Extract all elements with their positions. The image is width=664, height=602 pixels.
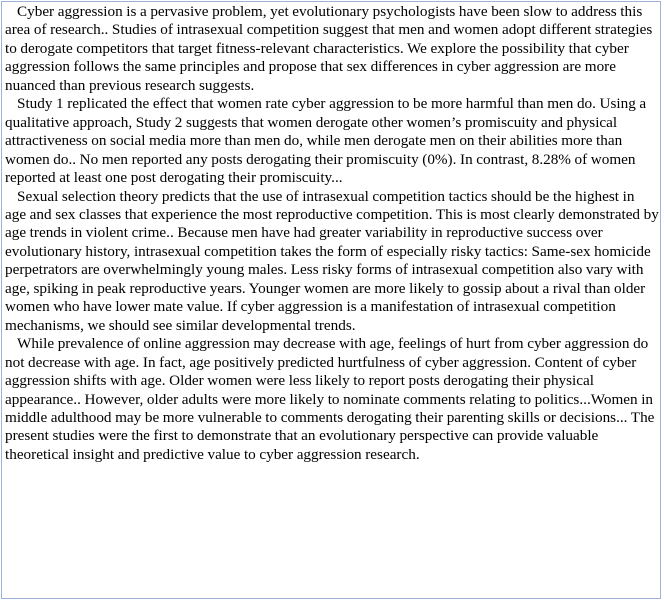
paragraph-age: While prevalence of online aggression may decrease with age, feelings of hurt from cyber aggression do not decrease with age. In fact, age positively predicted hurtfulness of cyber aggression. Content of cyber aggression shifts with age. Older women were less likely to report posts derogating their physical appearance.. However, older adults were more likely to nominate comments relating to politics...Women in middle adulthood may be more vulnerable to comments derogating their parenting skills or decisions... The present studies were the first to demonstrate that an evolutionary perspective can provide valuable theoretical insight and predictive value to cyber aggression research. <box>5 335 655 463</box>
paragraph-intro: Cyber aggression is a pervasive problem, yet evolutionary psychologists have been slow to address this area of research.. Studies of intrasexual competition suggest that men and women adopt different strategies to derogate competitors that target fitness-relevant characteristics. We explore the possibility that cyber aggression follows the same principles and propose that sex differences in cyber aggression are more nuanced than previous research suggests. <box>5 3 653 94</box>
paragraph-study: Study 1 replicated the effect that women rate cyber aggression to be more harmful than men do. Using a qualitative approach, Study 2 suggests that women derogate other women’s promiscuity and physical attractiveness on social media more than men do, while men derogate men on their abilities more than women do.. No men reported any posts derogating their promiscuity (0%). In contrast, 8.28% of women reported at least one post derogating their promiscuity... <box>5 95 647 187</box>
text-box <box>1 1 661 599</box>
paragraph-theory: Sexual selection theory predicts that the use of intrasexual competition tactics should be the highest in age and sex classes that experience the most reproductive competition. This is most clearly demonstrated by age trends in violent crime.. Because men have had greater variability in reproductive success over evolutionary history, intrasexual competition takes the form of especially risky tactics: Same-sex homicide perpetrators are overwhelmingly young males. Less risky forms of intrasexual competition also vary with age, spiking in peak reproductive years. Younger women are more likely to gossip about a rival than older women who have lower mate value. If cyber aggression is a manifestation of intrasexual competition mechanisms, we should see similar developmental trends. <box>5 187 659 334</box>
